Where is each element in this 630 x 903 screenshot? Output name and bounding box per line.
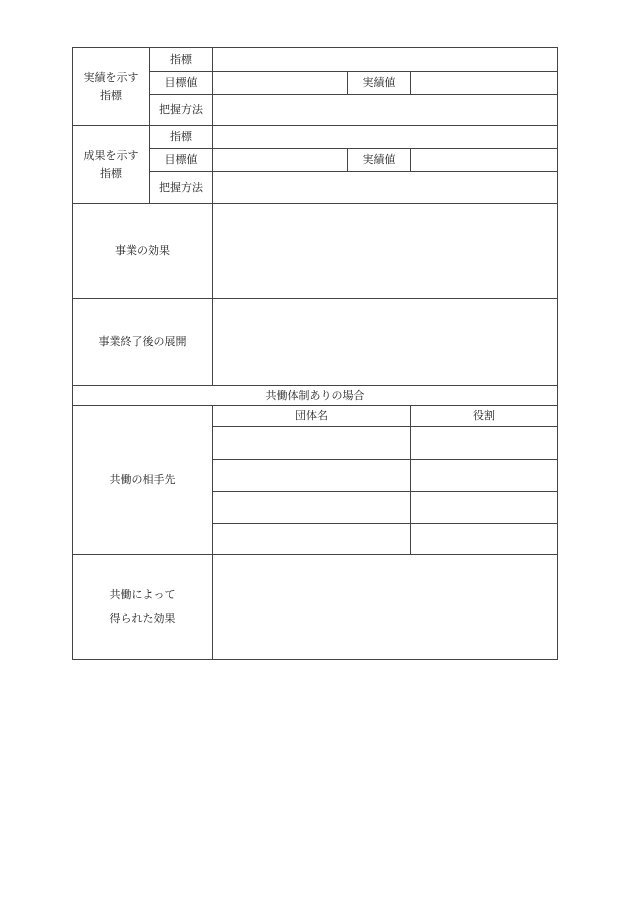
outcome-method-label: 把握方法 [150,172,213,204]
performance-method-label: 把握方法 [150,95,213,126]
partner-org-name-field[interactable] [213,427,411,460]
collaboration-section-header: 共働体制ありの場合 [73,386,558,406]
outcome-indicator-group-label: 成果を示す 指標 [73,126,150,204]
performance-indicator-field[interactable] [213,48,558,72]
collaboration-result-field[interactable] [213,555,558,660]
outcome-actual-label: 実績値 [348,149,411,172]
outcome-target-label: 目標値 [150,149,213,172]
partner-role-field[interactable] [411,427,558,460]
performance-indicator-label: 指標 [150,48,213,72]
outcome-indicator-label: 指標 [150,126,213,149]
performance-target-field[interactable] [213,72,348,95]
post-project-label: 事業終了後の展開 [73,299,213,386]
partner-role-field[interactable] [411,524,558,555]
partner-role-field[interactable] [411,460,558,492]
partner-org-name-field[interactable] [213,524,411,555]
performance-actual-field[interactable] [411,72,558,95]
partner-org-name-header: 団体名 [213,406,411,427]
performance-target-label: 目標値 [150,72,213,95]
partner-role-header: 役割 [411,406,558,427]
project-effect-field[interactable] [213,204,558,299]
project-effect-label: 事業の効果 [73,204,213,299]
partner-role-field[interactable] [411,492,558,524]
outcome-method-field[interactable] [213,172,558,204]
post-project-field[interactable] [213,299,558,386]
performance-actual-label: 実績値 [348,72,411,95]
outcome-indicator-field[interactable] [213,126,558,149]
outcome-actual-field[interactable] [411,149,558,172]
collaboration-result-label: 共働によって 得られた効果 [73,555,213,660]
partner-org-name-field[interactable] [213,492,411,524]
outcome-target-field[interactable] [213,149,348,172]
collaboration-partner-label: 共働の相手先 [73,406,213,555]
report-form-table [72,47,558,660]
performance-method-field[interactable] [213,95,558,126]
partner-org-name-field[interactable] [213,460,411,492]
performance-indicator-group-label: 実績を示す 指標 [73,48,150,126]
